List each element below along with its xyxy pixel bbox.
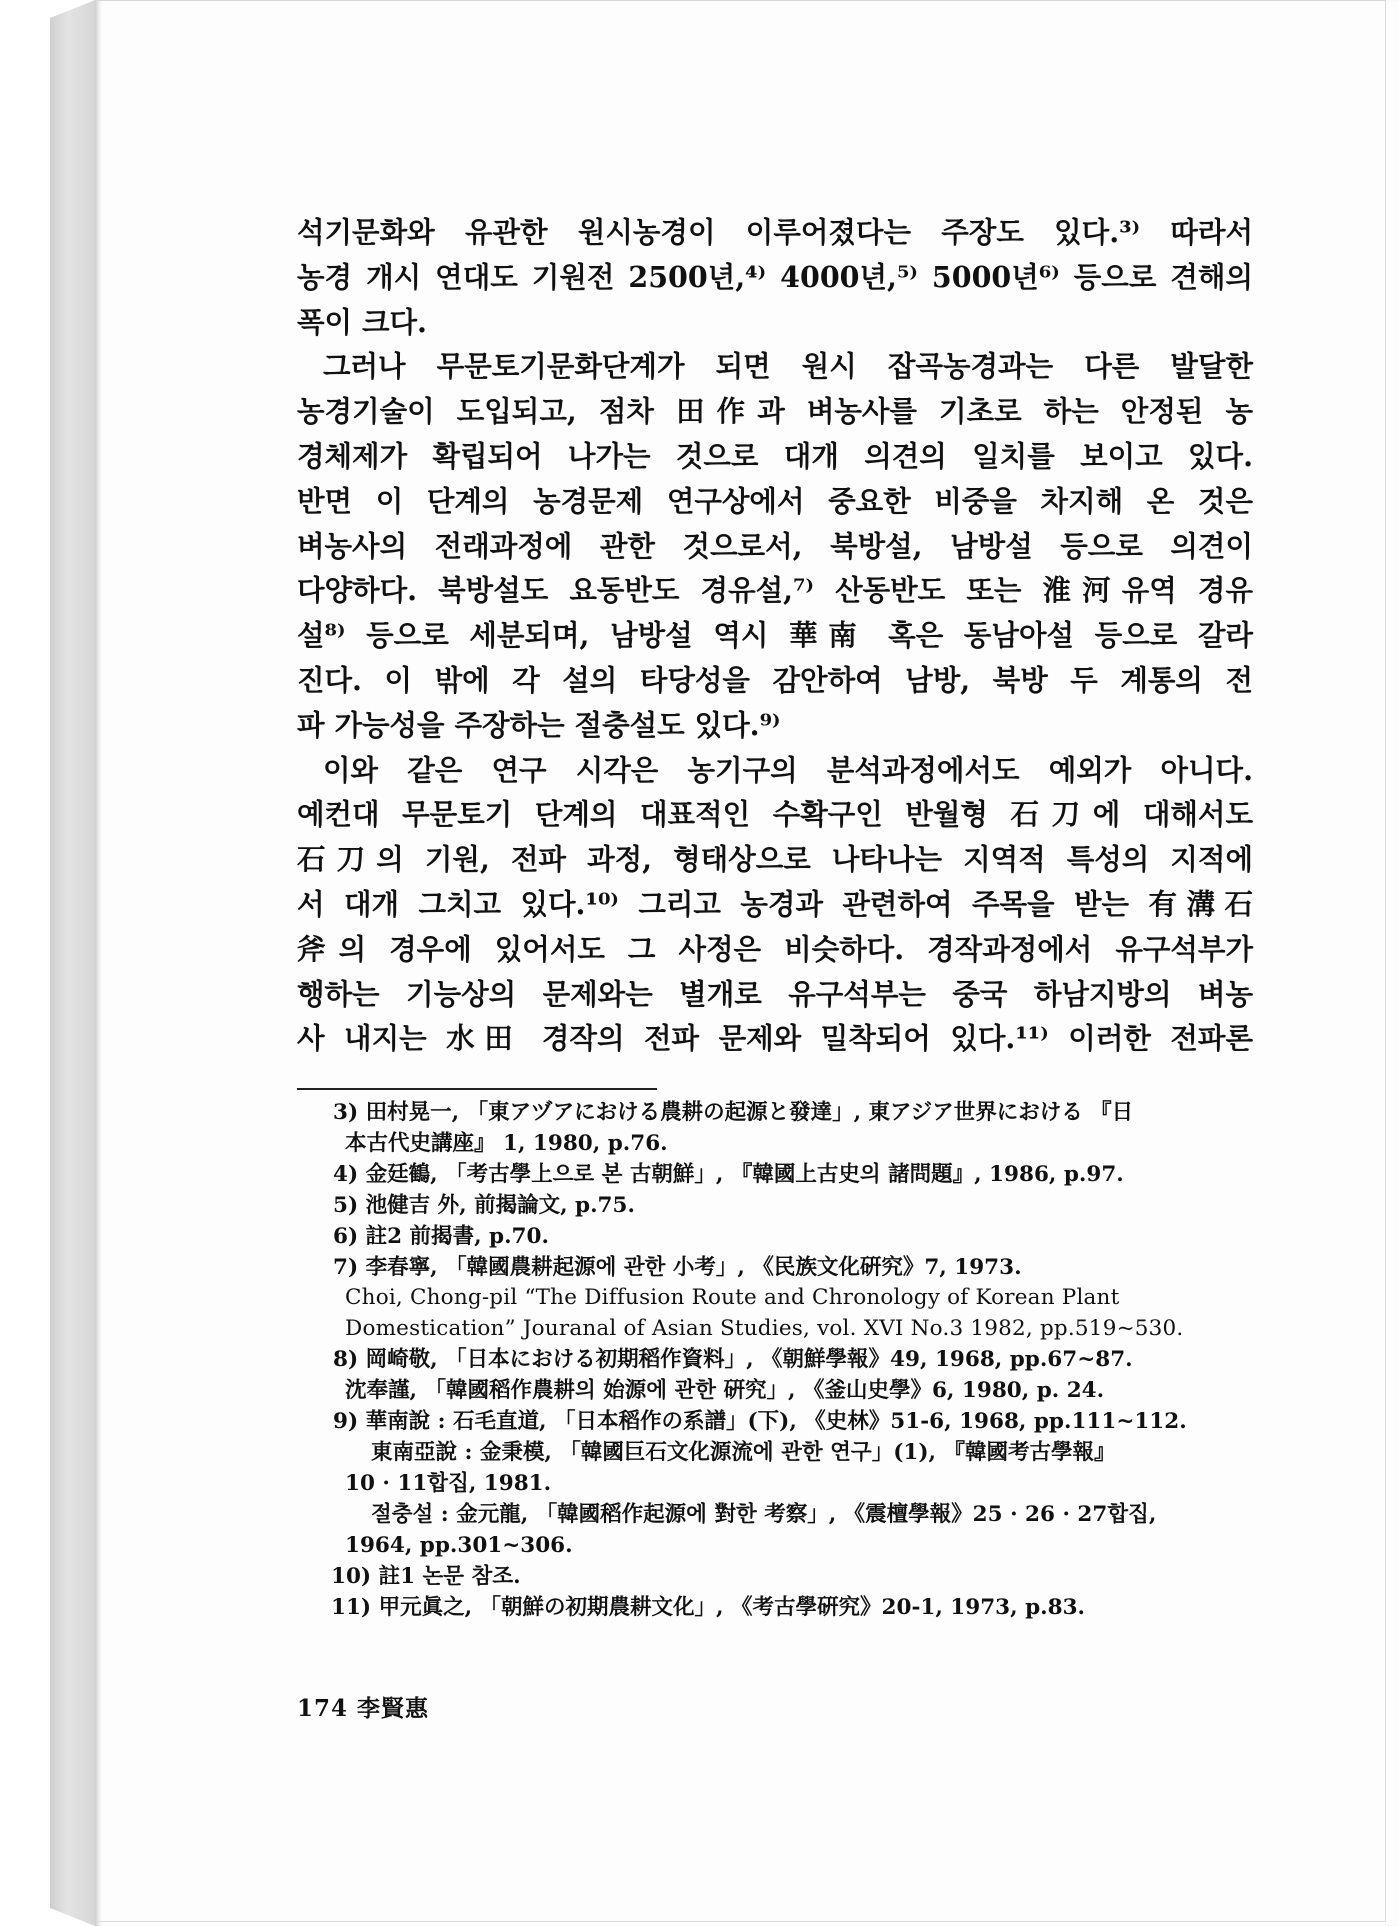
footnote-line: 本古代史講座』 1, 1980, p.76.	[345, 1130, 668, 1156]
footnote-line: 東南亞說 : 金秉模, 「韓國巨石文化源流에 관한 연구」(1), 『韓國考古學報』	[371, 1439, 1116, 1465]
footnote-line: 6) 註2 前揭書, p.70.	[333, 1223, 549, 1249]
body-line: 파 가능성을 주장하는 절충설도 있다.⁹⁾	[297, 707, 781, 742]
body-line: 행하는 기능상의 문제와는 별개로 유구석부는 중국 하남지방의 벼농	[297, 976, 1253, 1011]
book-spine-edge	[50, 0, 95, 1926]
footnotes	[333, 1098, 1255, 1623]
footnote-line: 8) 岡崎敬, 「日本における初期稻作資料」, 《朝鮮學報》49, 1968, pp.67~87.	[333, 1347, 1133, 1373]
page-footer: 174 李賢惠	[297, 1695, 430, 1722]
body-line: 斧의 경우에 있어서도 그 사정은 비슷하다. 경작과정에서 유구석부가	[297, 931, 1253, 966]
body-line: 반면 이 단계의 농경문제 연구상에서 중요한 비중을 차지해 온 것은	[297, 483, 1253, 518]
footnote-line: 4) 金廷鶴, 「考古學上으로 본 古朝鮮」, 『韓國上古史의 諸問題』, 1986, p.97.	[333, 1161, 1124, 1187]
body-line: 벼농사의 전래과정에 관한 것으로서, 북방설, 남방설 등으로 의견이	[297, 528, 1253, 563]
footnote-line: Choi, Chong-pil “The Diffusion Route and Chronology of Korean Plant	[345, 1285, 1120, 1311]
body-line: 이와 같은 연구 시각은 농기구의 분석과정에서도 예외가 아니다.	[323, 752, 1253, 787]
body-line: 그러나 무문토기문화단계가 되면 원시 잡곡농경과는 다른 발달한	[323, 349, 1253, 384]
footnote-line: Domestication” Jouranal of Asian Studies, vol. XVI No.3 1982, pp.519~530.	[345, 1316, 1184, 1342]
body-line: 사 내지는 水田 경작의 전파 문제와 밀착되어 있다.¹¹⁾ 이러한 전파론	[297, 1021, 1253, 1056]
body-line: 진다. 이 밖에 각 설의 타당성을 감안하여 남방, 북방 두 계통의 전	[297, 662, 1253, 697]
body-line: 경체제가 확립되어 나가는 것으로 대개 의견의 일치를 보이고 있다.	[297, 438, 1253, 473]
body-line: 石刀의 기원, 전파 과정, 형태상으로 나타나는 지역적 특성의 지적에	[297, 842, 1253, 877]
body-line: 폭이 크다.	[297, 304, 427, 339]
body-text	[297, 210, 1253, 1061]
body-line: 다양하다. 북방설도 요동반도 경유설,⁷⁾ 산동반도 또는 淮河유역 경유	[297, 573, 1253, 608]
footnote-line: 5) 池健吉 外, 前揭論文, p.75.	[333, 1192, 635, 1218]
body-line: 서 대개 그치고 있다.¹⁰⁾ 그리고 농경과 관련하여 주목을 받는 有溝石	[297, 886, 1253, 921]
body-line: 농경기술이 도입되고, 점차 田作과 벼농사를 기초로 하는 안정된 농	[297, 394, 1253, 429]
body-line: 설⁸⁾ 등으로 세분되며, 남방설 역시 華南 혹은 동남아설 등으로 갈라	[297, 618, 1253, 653]
body-line: 예컨대 무문토기 단계의 대표적인 수확구인 반월형 石刀에 대해서도	[297, 797, 1253, 832]
footnote-line: 10 · 11합집, 1981.	[345, 1470, 552, 1496]
footnote-line: 1964, pp.301~306.	[345, 1532, 573, 1558]
footnote-line: 沈奉謹, 「韓國稻作農耕의 始源에 관한 硏究」, 《釜山史學》6, 1980, p. 24.	[345, 1378, 1105, 1404]
body-line: 석기문화와 유관한 원시농경이 이루어졌다는 주장도 있다.³⁾ 따라서	[297, 215, 1253, 249]
footnote-line: 절충설 : 金元龍, 「韓國稻作起源에 對한 考察」, 《震檀學報》25 · 26 · 27합집,	[371, 1501, 1157, 1527]
footnote-line: 3) 田村晃一, 「東アヅアにおける農耕の起源と發達」, 東アジア世界における 『日	[333, 1100, 1134, 1125]
footnote-line: 7) 李春寧, 「韓國農耕起源에 관한 小考」, 《民族文化硏究》7, 1973.	[333, 1254, 1022, 1280]
footnote-line: 11) 甲元眞之, 「朝鮮の初期農耕文化」, 《考古學硏究》20-1, 1973, p.83.	[331, 1594, 1086, 1620]
footnote-line: 10) 註1 논문 참조.	[331, 1563, 521, 1589]
footnote-line: 9) 華南說 : 石毛直道, 「日本稻作の系譜」(下), 《史林》51-6, 1968, pp.111~112.	[333, 1409, 1187, 1435]
body-line: 농경 개시 연대도 기원전 2500년,⁴⁾ 4000년,⁵⁾ 5000년⁶⁾ 등으로 견해의	[297, 259, 1253, 294]
footnote-divider	[297, 1088, 657, 1090]
